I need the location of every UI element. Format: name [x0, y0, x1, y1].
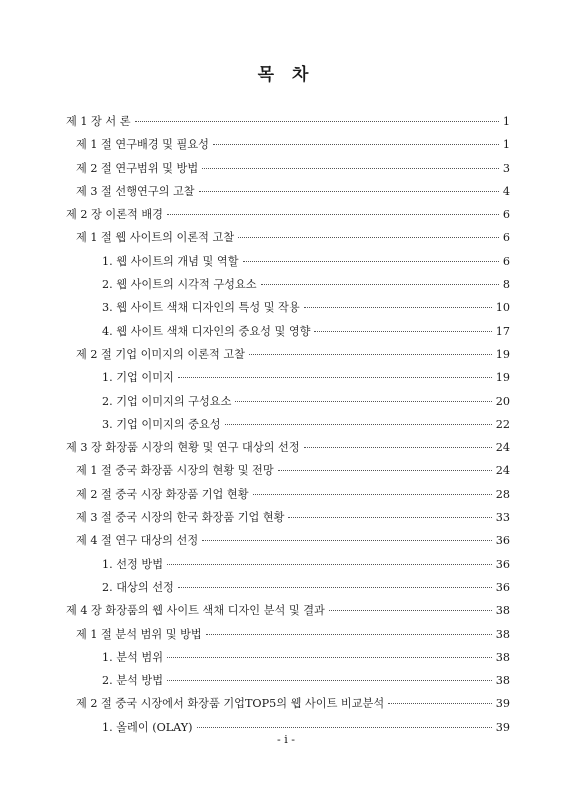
- toc-leader-dots: [243, 260, 499, 262]
- toc-leader-dots: [167, 213, 499, 215]
- toc-entry-label: 2. 기업 이미지의 구성요소: [102, 394, 232, 408]
- toc-entry-page: 24: [495, 441, 510, 455]
- toc-entry-label: 제 1 절 중국 화장품 시장의 현황 및 전망: [76, 464, 274, 478]
- toc-entry-page: 6: [502, 254, 510, 268]
- toc-entry-page: 20: [495, 394, 510, 408]
- toc-entry: [66, 276, 510, 299]
- toc-entry: [66, 323, 510, 346]
- toc-leader-dots: [178, 376, 492, 378]
- toc-leader-dots: [249, 353, 492, 355]
- toc-entry-label: 제 1 절 연구배경 및 필요성: [76, 138, 209, 152]
- toc-leader-dots: [225, 423, 492, 425]
- toc-entry-label: 1. 웹 사이트의 개념 및 역할: [102, 254, 239, 268]
- toc-entry: [66, 183, 510, 206]
- toc-entry-page: 1: [502, 138, 510, 152]
- toc-leader-dots: [167, 679, 492, 681]
- toc-entry-label: 제 2 절 연구범위 및 방법: [76, 161, 199, 175]
- toc-entry: [66, 369, 510, 392]
- toc-entry-page: 19: [495, 371, 510, 385]
- toc-leader-dots: [202, 167, 499, 169]
- toc-entry-label: 2. 웹 사이트의 시각적 구성요소: [102, 278, 257, 292]
- toc-leader-dots: [304, 446, 492, 448]
- toc-entry-page: 38: [495, 650, 510, 664]
- toc-entry-page: 38: [495, 627, 510, 641]
- toc-entry-label: 제 2 절 중국 시장 화장품 기업 현황: [76, 487, 249, 501]
- toc-leader-dots: [235, 400, 491, 402]
- toc-entry-label: 4. 웹 사이트 색채 디자인의 중요성 및 영향: [102, 324, 311, 338]
- toc-entry-page: 24: [495, 464, 510, 478]
- toc-entry: [66, 206, 510, 229]
- toc-entry-page: 19: [495, 347, 510, 361]
- toc-entry-label: 1. 기업 이미지: [102, 371, 174, 385]
- page-title: 목 차: [257, 65, 315, 85]
- toc-entry-page: 17: [495, 324, 510, 338]
- toc-entry-label: 제 3 절 선행연구의 고찰: [76, 184, 195, 198]
- toc-leader-dots: [167, 656, 492, 658]
- toc-entry-label: 제 3 절 중국 시장의 한국 화장품 기업 현황: [76, 511, 285, 525]
- toc-entry-page: 8: [502, 278, 510, 292]
- toc-entry: [66, 626, 510, 649]
- toc-leader-dots: [304, 306, 492, 308]
- toc-leader-dots: [197, 726, 492, 728]
- toc-leader-dots: [206, 633, 492, 635]
- toc-entry-label: 3. 기업 이미지의 중요성: [102, 417, 221, 431]
- toc-entry: [66, 462, 510, 485]
- toc-entry-page: 3: [502, 161, 510, 175]
- toc-entry: [66, 113, 510, 136]
- toc-leader-dots: [213, 143, 499, 145]
- toc-entry: [66, 136, 510, 159]
- toc-entry-page: 6: [502, 208, 510, 222]
- toc-entry-page: 36: [495, 580, 510, 594]
- toc-entry-label: 제 1 장 서 론: [66, 115, 131, 128]
- toc-entry-page: 4: [502, 184, 510, 198]
- toc-entry-label: 제 1 절 분석 범위 및 방법: [76, 627, 202, 641]
- toc-entry-page: 28: [495, 487, 510, 501]
- toc-entry: [66, 416, 510, 439]
- toc-entry: [66, 509, 510, 532]
- toc-entry-page: 33: [495, 511, 510, 525]
- toc-entry-page: 39: [495, 697, 510, 711]
- toc-leader-dots: [253, 493, 492, 495]
- page-number-footer: - i -: [277, 733, 295, 746]
- toc-entry-page: 36: [495, 534, 510, 548]
- toc-entry: [66, 579, 510, 602]
- toc-entry: [66, 160, 510, 183]
- toc-leader-dots: [167, 563, 492, 565]
- toc-entry: [66, 672, 510, 695]
- toc-entry: [66, 229, 510, 252]
- toc-entry: [66, 299, 510, 322]
- toc-entry-page: 38: [495, 674, 510, 688]
- toc-leader-dots: [202, 539, 492, 541]
- toc-entry-label: 1. 선정 방법: [102, 557, 164, 571]
- toc-entry: [66, 486, 510, 509]
- toc-entry: [66, 695, 510, 718]
- toc-entry: [66, 602, 510, 625]
- toc-entry-label: 제 2 장 이론적 배경: [66, 208, 163, 222]
- toc-entry-label: 3. 웹 사이트 색채 디자인의 특성 및 작용: [102, 301, 300, 315]
- toc-entry: [66, 556, 510, 579]
- toc-entry: [66, 253, 510, 276]
- toc-entry-label: 제 2 절 중국 시장에서 화장품 기업TOP5의 웹 사이트 비교분석: [76, 697, 385, 711]
- toc-entry-page: 10: [495, 301, 510, 315]
- toc-entry: [66, 346, 510, 369]
- toc-entry-label: 1. 분석 범위: [102, 650, 164, 664]
- toc-entry-label: 제 3 장 화장품 시장의 현황 및 연구 대상의 선정: [66, 441, 300, 455]
- toc-leader-dots: [135, 120, 499, 122]
- toc-entry-label: 제 4 장 화장품의 웹 사이트 색채 디자인 분석 및 결과: [66, 604, 325, 618]
- toc-entry: [66, 393, 510, 416]
- toc-entry-label: 2. 대상의 선정: [102, 580, 174, 594]
- toc-leader-dots: [314, 330, 491, 332]
- toc-entry-label: 1. 올레이 (OLAY): [102, 720, 193, 734]
- toc-entry-page: 38: [495, 604, 510, 618]
- toc-leader-dots: [329, 609, 492, 611]
- toc-leader-dots: [261, 283, 499, 285]
- toc-entry-page: 1: [502, 115, 510, 128]
- toc-entry-page: 39: [495, 720, 510, 734]
- toc-entry-page: 36: [495, 557, 510, 571]
- toc-entry-page: 6: [502, 231, 510, 245]
- toc-leader-dots: [278, 469, 492, 471]
- toc-entry-page: 22: [495, 417, 510, 431]
- toc-entry-label: 제 1 절 웹 사이트의 이론적 고찰: [76, 231, 235, 245]
- toc-leader-dots: [178, 586, 492, 588]
- toc-leader-dots: [238, 236, 499, 238]
- toc-leader-dots: [288, 516, 491, 518]
- toc-entry: [66, 532, 510, 555]
- toc-leader-dots: [199, 190, 499, 192]
- toc-entry: [66, 439, 510, 462]
- table-of-contents: [66, 113, 510, 742]
- toc-entry-label: 제 2 절 기업 이미지의 이론적 고찰: [76, 347, 245, 361]
- toc-entry-label: 제 4 절 연구 대상의 선정: [76, 534, 199, 548]
- toc-leader-dots: [388, 702, 492, 704]
- toc-entry-label: 2. 분석 방법: [102, 674, 164, 688]
- toc-entry: [66, 649, 510, 672]
